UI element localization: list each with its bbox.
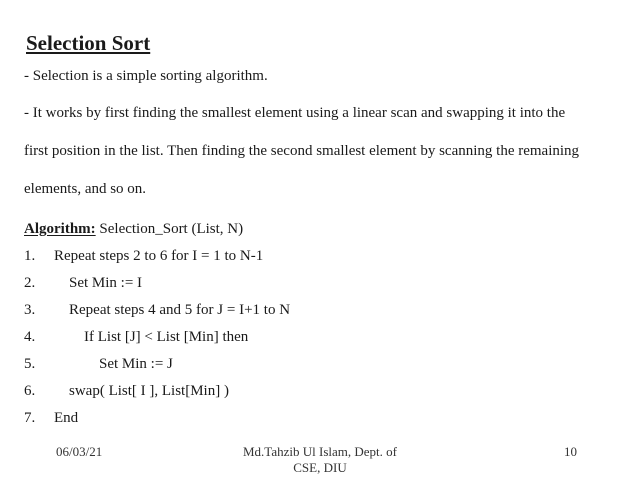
algorithm-step (24, 274, 142, 292)
algorithm-step (24, 409, 78, 427)
step-number: 5. (24, 356, 36, 372)
step-number: 3. (24, 302, 36, 318)
step-text: Set Min := J (54, 356, 173, 372)
step-number: 6. (24, 383, 36, 399)
footer-date: 06/03/21 (56, 444, 103, 459)
step-number: 7. (24, 410, 36, 426)
step-number: 2. (24, 275, 36, 291)
step-text: Repeat steps 2 to 6 for I = 1 to N-1 (54, 248, 264, 264)
step-text: Repeat steps 4 and 5 for J = I+1 to N (54, 302, 291, 318)
algorithm-label: Algorithm: (24, 221, 96, 237)
algorithm-step (24, 382, 229, 400)
intro-line-3: first position in the list. Then finding the second smallest element by scanning the remaining (24, 143, 580, 159)
intro-line-4: elements, and so on. (24, 181, 147, 197)
step-text: If List [J] < List [Min] then (54, 329, 249, 345)
slide-title: Selection Sort (26, 31, 151, 55)
footer-author: Md.Tahzib Ul Islam, Dept. of CSE, DIU (243, 444, 397, 475)
step-text: swap( List[ I ], List[Min] ) (54, 383, 229, 399)
algorithm-step (24, 247, 263, 265)
step-text: Set Min := I (54, 275, 143, 291)
intro-line-2: - It works by first finding the smallest element using a linear scan and swapping it into the (24, 105, 566, 121)
step-number: 1. (24, 248, 36, 264)
step-text: End (54, 410, 79, 426)
footer-page-number: 10 (564, 444, 577, 459)
algorithm-heading (24, 220, 243, 238)
algorithm-step (24, 301, 290, 319)
algorithm-step (24, 355, 173, 373)
algorithm-step (24, 328, 248, 346)
algorithm-signature: Selection_Sort (List, N) (95, 221, 244, 237)
step-number: 4. (24, 329, 36, 345)
intro-line-1: - Selection is a simple sorting algorithm. (24, 68, 268, 84)
